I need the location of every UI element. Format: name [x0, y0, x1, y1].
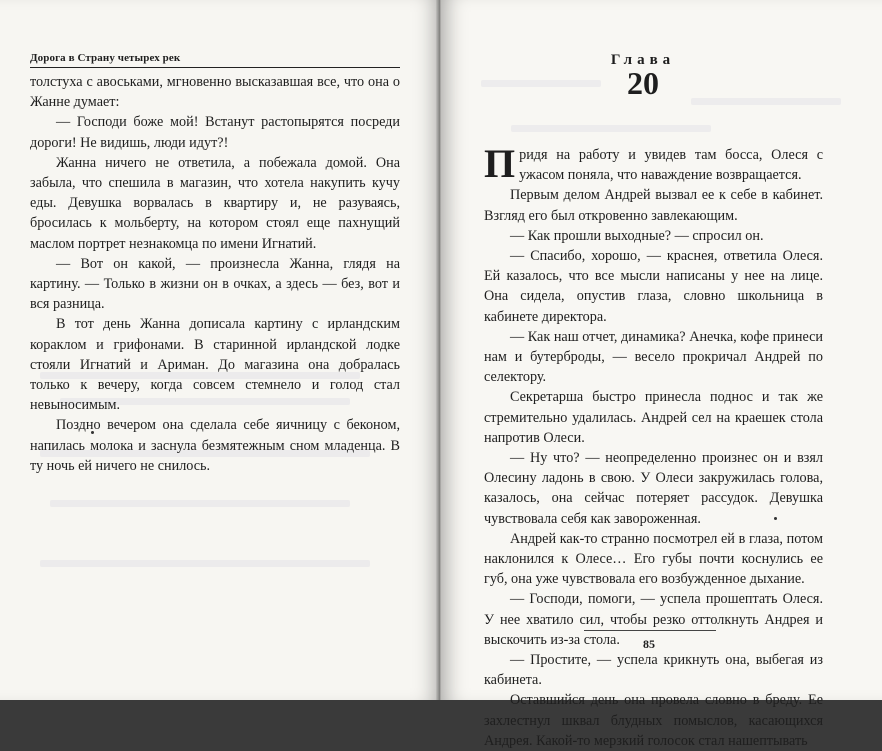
paragraph: В тот день Жанна дописала картину с ирландским кораклом и грифонами. В старинной ирландской лодке стояли Игнатий и Ариман. До магазина она добралась только к вечеру, когда совсем стемнело и голод стал невыносимым.: [30, 316, 400, 414]
drop-cap: П: [484, 141, 516, 186]
opening-paragraph: [484, 141, 823, 186]
chapter-label: Глава: [610, 52, 676, 68]
left-page-text: [30, 72, 400, 476]
paragraph: — Вот он какой, — произнесла Жанна, глядя на картину. — Только в жизни он в очках, а здесь — без, вот и вся разница.: [30, 255, 400, 313]
show-through: [40, 560, 370, 567]
left-page: [0, 0, 440, 700]
paragraph: — Ну что? — неопределенно произнес он и взял Олесину ладонь в свою. У Олеси закружилась голова, казалось, она сейчас потеряет рассудок. Девушка чувствовала себя как завороженная.: [484, 450, 823, 527]
show-through: [691, 98, 841, 105]
right-page-text: [484, 141, 823, 751]
show-through: [511, 125, 711, 132]
running-head: Дорога в Страну четырех рек: [30, 52, 400, 68]
chapter-number: 20: [627, 65, 659, 101]
paragraph: — Как наш отчет, динамика? Анечка, кофе принеси нам и бутерброды, — весело прокричал Андрей по селектору.: [484, 328, 823, 386]
paragraph: — Господи боже мой! Встанут растопырятся посреди дороги! Не видишь, люди идут?!: [30, 114, 400, 151]
paragraph: Андрей как-то странно посмотрел ей в глаза, потом наклонился к Олесе… Его губы почти коснулись ее губ, она уже чувствовала его возбужденное дыхание.: [484, 530, 823, 588]
show-through: [50, 500, 350, 507]
page-number: 85: [643, 637, 655, 651]
paragraph: — Как прошли выходные? — спросил он.: [510, 227, 764, 244]
paragraph: Поздно вечером она сделала себе яичницу с беконом, напилась молока и заснула безмятежным сном младенца. В ту ночь ей ничего не снилось.: [30, 417, 400, 474]
show-through: [481, 80, 601, 87]
paragraph: — Простите, — успела крикнуть она, выбегая из кабинета.: [484, 652, 823, 689]
paragraph: Жанна ничего не ответила, а побежала домой. Она забыла, что спешила в магазин, что хотела накупить кучу еды. Девушка ворвалась в квартиру и, не разуваясь, бросилась к мольберту, на котором стоял еще пахнущий маслом портрет незнакомца по имени Игнатий.: [30, 154, 400, 252]
paragraph: — Спасибо, хорошо, — краснея, ответила Олеся. Ей казалось, что все мысли написаны у нее на лице. Она сидела, опустив глаза, словно школьница в кабинете директора.: [484, 248, 823, 325]
paragraph: Оставшийся день она провела словно в бреду. Ее захлестнул шквал блудных помыслов, касающихся Андрея. Какой-то мерзкий голосок стал нашептывать: [484, 692, 823, 749]
paragraph: Первым делом Андрей вызвал ее к себе в кабинет. Взгляд его был откровенно завлекающим.: [484, 187, 823, 224]
paragraph: — Господи, помоги, — успела прошептать Олеся. У нее хватило сил, чтобы резко оттолкнуть Андрея и выскочить из-за стола.: [484, 591, 823, 648]
paragraph: Секретарша быстро принесла поднос и так же стремительно удалилась. Андрей сел на краешек стола напротив Олеси.: [484, 389, 823, 446]
folio-rule: [584, 630, 716, 631]
paragraph: толстуха с авоськами, мгновенно высказавшая все, что она о Жанне думает:: [30, 74, 400, 111]
opening-paragraph-text: ридя на работу и увидев там босса, Олеся с ужасом поняла, что наваждение возвращается.: [519, 147, 823, 184]
